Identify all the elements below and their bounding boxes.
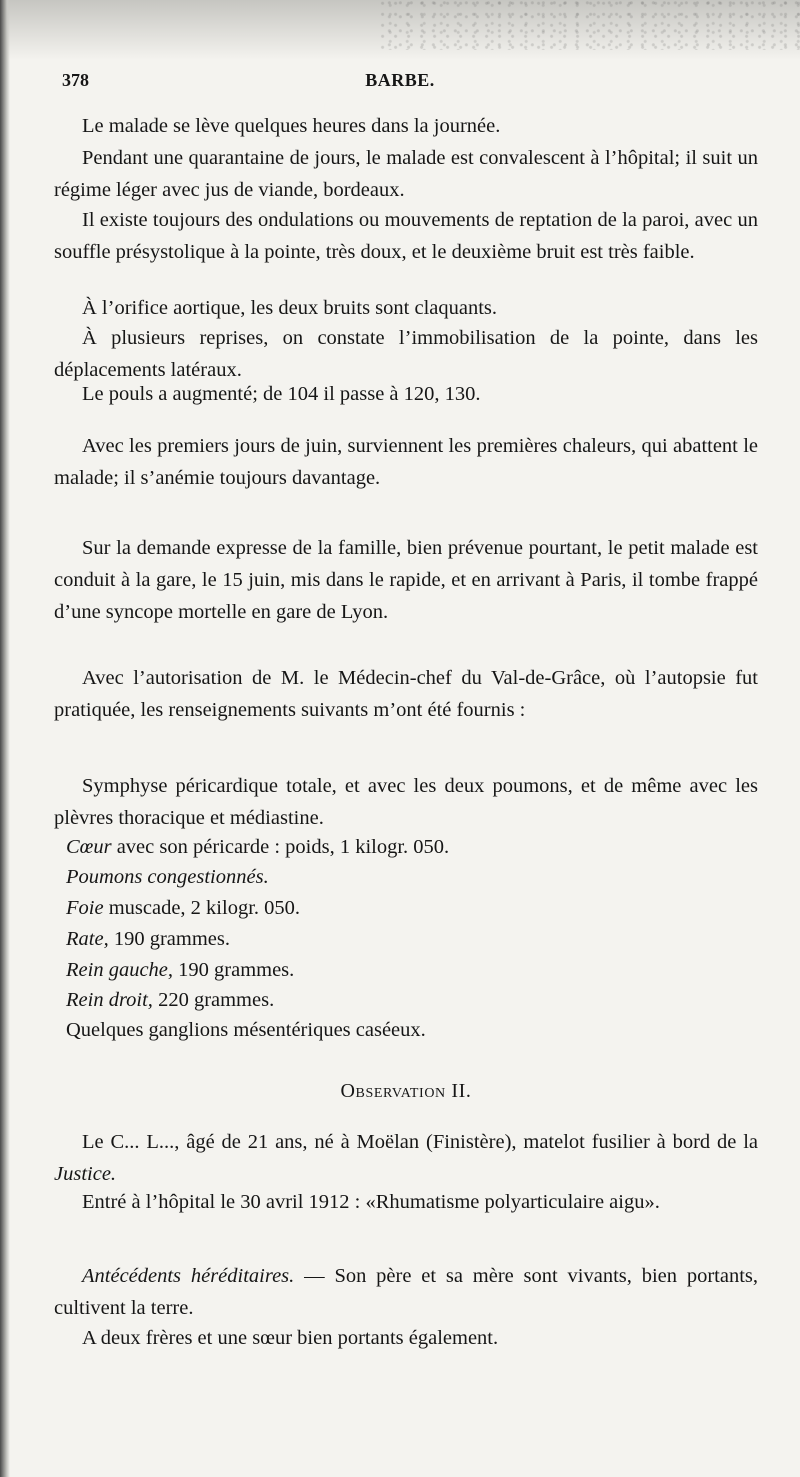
organ-label: Poumons congestionnés.	[66, 866, 269, 888]
organ-label: Rein droit,	[66, 989, 153, 1011]
organ-label: Rein gauche,	[66, 959, 174, 981]
observation-paragraph-4: A deux frères et une sœur bien portants également.	[82, 1327, 499, 1349]
observation-heading	[54, 1080, 758, 1103]
paragraph-3: Il existe toujours des ondulations ou mouvements de reptation de la paroi, avec un souffle présystolique à la pointe, très doux, et le deuxième bruit est très faible.	[54, 209, 758, 263]
paragraph-4: À l’orifice aortique, les deux bruits sont claquants.	[82, 297, 498, 319]
observation-number: II.	[451, 1080, 472, 1102]
autopsy-item-left-kidney	[66, 955, 294, 986]
paragraph-1: Le malade se lève quelques heures dans la journée.	[82, 115, 501, 137]
autopsy-item-heart	[66, 832, 449, 863]
organ-finding: 190 grammes.	[173, 959, 295, 981]
organ-label: Cœur	[66, 836, 112, 858]
autopsy-item-lungs	[66, 862, 269, 893]
autopsy-item-right-kidney	[66, 985, 274, 1016]
organ-label: Rate,	[66, 928, 109, 950]
page-number: 378	[62, 70, 89, 90]
section-label: Antécédents héréditaires.	[82, 1265, 295, 1287]
paragraph-5: À plusieurs reprises, on constate l’immobilisation de la pointe, dans les déplacements latéraux.	[54, 327, 758, 381]
section-text: — Son père et sa mère sont vivants, bien portants, cultivent la terre.	[54, 1265, 759, 1319]
paragraph-7: Avec les premiers jours de juin, surviennent les premières chaleurs, qui abattent le malade; il s’anémie toujours davantage.	[54, 435, 758, 489]
organ-finding: 220 grammes.	[152, 989, 275, 1011]
paragraph-2: Pendant une quarantaine de jours, le malade est convalescent à l’hôpital; il suit un régime léger avec jus de viande, bordeaux.	[54, 147, 758, 201]
paragraph-6: Le pouls a augmenté; de 104 il passe à 120, 130.	[82, 383, 481, 405]
page-header	[62, 70, 738, 96]
organ-finding: muscade, 2 kilogr. 050.	[103, 897, 301, 919]
observation-paragraph-1	[54, 1126, 758, 1190]
organ-finding: avec son péricarde : poids, 1 kilogr. 050.	[111, 836, 450, 858]
page-edge-left	[0, 0, 10, 1477]
paragraph-10: Symphyse péricardique totale, et avec les deux poumons, et de même avec les plèvres thoracique et médiastine.	[54, 775, 758, 829]
ship-name: Justice.	[54, 1163, 117, 1185]
observation-patient: Le C... L..., âgé de 21 ans, né à Moëlan (Finistère), matelot fusilier à bord de la	[82, 1131, 758, 1153]
autopsy-item-spleen	[66, 924, 230, 955]
autopsy-item-liver	[66, 893, 300, 924]
paragraph-8: Sur la demande expresse de la famille, bien prévenue pourtant, le petit malade est conduit à la gare, le 15 juin, mis dans le rapide, et en arrivant à Paris, il tombe frappé d’une syncope mortelle en gare de Lyon.	[54, 537, 758, 623]
print-speckle	[380, 0, 800, 50]
observation-title: Observation	[340, 1080, 446, 1102]
organ-finding: Quelques ganglions mésentériques caséeux.	[66, 1019, 426, 1041]
organ-finding: 190 grammes.	[108, 928, 230, 950]
running-head: BARBE.	[365, 70, 435, 90]
observation-paragraph-2: Entré à l’hôpital le 30 avril 1912 : «Rhumatisme polyarticulaire aigu».	[82, 1191, 660, 1213]
paragraph-9: Avec l’autorisation de M. le Médecin-chef du Val-de-Grâce, où l’autopsie fut pratiquée, les renseignements suivants m’ont été fournis :	[54, 667, 758, 721]
observation-paragraph-3	[54, 1260, 758, 1324]
organ-label: Foie	[66, 897, 104, 919]
autopsy-item-ganglia	[66, 1015, 426, 1046]
